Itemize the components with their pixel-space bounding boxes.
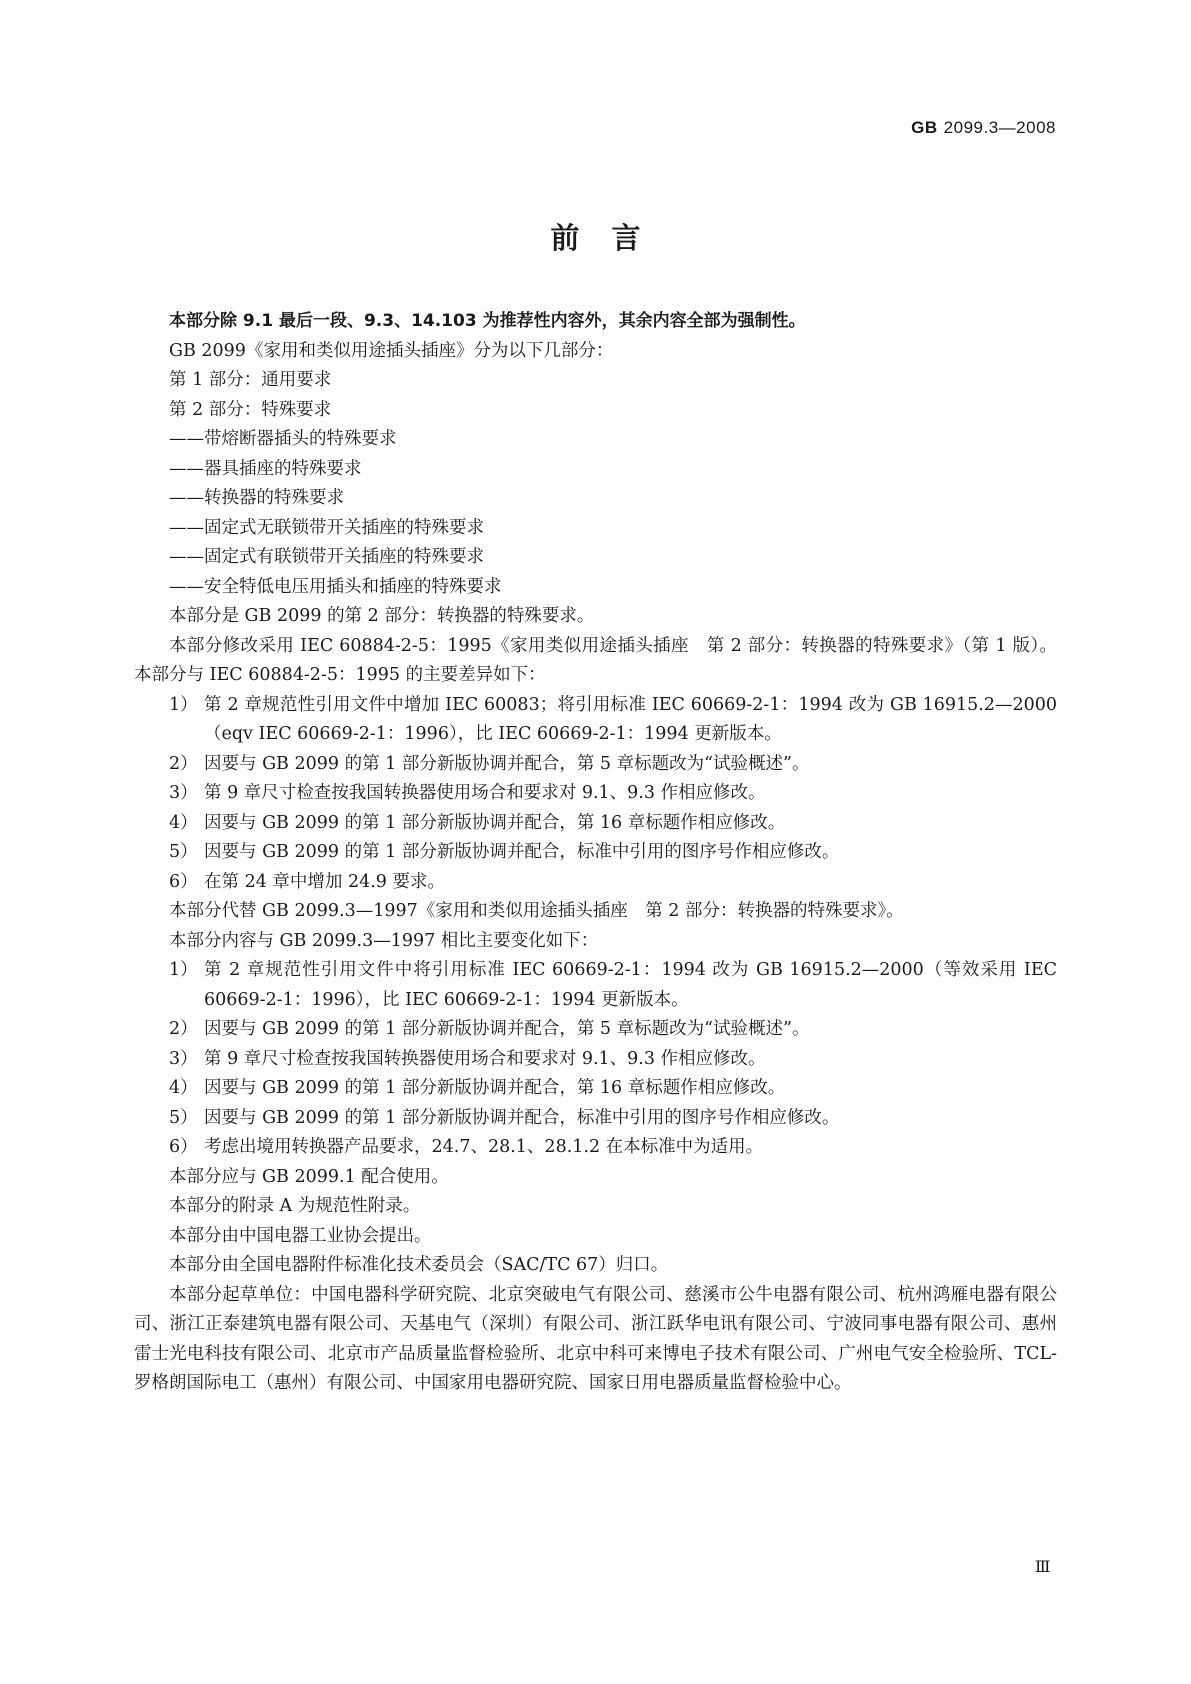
change-item: [134, 1045, 1057, 1075]
standard-prefix: GB: [911, 118, 938, 137]
list-text: 因要与 GB 2099 的第 1 部分新版协调并配合，第 16 章标题作相应修改。: [204, 1078, 786, 1098]
list-number: 3）: [169, 783, 198, 803]
difference-item: [134, 691, 1057, 750]
change-item: [134, 1104, 1057, 1134]
subpart-item: ——安全特低电压用插头和插座的特殊要求: [169, 576, 502, 597]
list-number: 1）: [169, 694, 198, 715]
list-number: 6）: [169, 871, 198, 892]
list-text: 考虑出境用转换器产品要求，24.7、28.1、28.1.2 在本标准中为适用。: [204, 1137, 764, 1157]
subpart-item: ——带熔断器插头的特殊要求: [169, 429, 397, 449]
list-text: 因要与 GB 2099 的第 1 部分新版协调并配合，第 5 章标题改为“试验概述”。: [204, 1019, 810, 1039]
standard-code: [911, 118, 1056, 138]
list-number: 4）: [169, 1078, 198, 1098]
list-number: 6）: [169, 1137, 198, 1157]
change-item: [134, 1074, 1057, 1104]
centralized-by-statement: 本部分由全国电器附件标准化技术委员会（SAC/TC 67）归口。: [169, 1255, 669, 1275]
list-text: 第 2 章规范性引用文件中将引用标准 IEC 60669-2-1：1994 改为 GB 16915.2—2000（等效采用 IEC 60669-2-1：1996），比 IEC 60669-2-1：1994 更新版本。: [204, 960, 1057, 1010]
difference-item: [134, 809, 1057, 839]
change-item: [134, 956, 1057, 1015]
subpart-item: ——转换器的特殊要求: [169, 488, 344, 508]
change-item: [134, 1015, 1057, 1045]
list-text: 第 9 章尺寸检查按我国转换器使用场合和要求对 9.1、9.3 作相应修改。: [204, 783, 766, 803]
standard-number: 2099.3—2008: [943, 118, 1056, 137]
use-with-statement: 本部分应与 GB 2099.1 配合使用。: [169, 1166, 449, 1187]
list-number: 2）: [169, 753, 198, 774]
change-item: [134, 1133, 1057, 1163]
list-text: 第 9 章尺寸检查按我国转换器使用场合和要求对 9.1、9.3 作相应修改。: [204, 1048, 766, 1069]
difference-item: [134, 750, 1057, 780]
list-number: 5）: [169, 1107, 198, 1128]
list-text: 第 2 章规范性引用文件中增加 IEC 60083；将引用标准 IEC 60669-2-1：1994 改为 GB 16915.2—2000（eqv IEC 60669-2-1：1996），比 IEC 60669-2-1：1994 更新版本。: [204, 694, 1057, 744]
replaces-statement: 本部分代替 GB 2099.3—1997《家用和类似用途插头插座 第 2 部分：转换器的特殊要求》。: [169, 901, 904, 921]
list-text: 因要与 GB 2099 的第 1 部分新版协调并配合，第 5 章标题改为“试验概述”。: [204, 753, 810, 774]
list-text: 因要与 GB 2099 的第 1 部分新版协调并配合，第 16 章标题作相应修改。: [204, 812, 786, 833]
changes-intro: 本部分内容与 GB 2099.3—1997 相比主要变化如下：: [169, 930, 599, 951]
list-text: 因要与 GB 2099 的第 1 部分新版协调并配合，标准中引用的图序号作相应修改。: [204, 842, 840, 862]
list-number: 5）: [169, 842, 198, 862]
proposed-by-statement: 本部分由中国电器工业协会提出。: [169, 1225, 432, 1246]
part-1: 第 1 部分：通用要求: [169, 370, 332, 390]
subpart-item: ——固定式有联锁带开关插座的特殊要求: [169, 547, 484, 567]
subpart-item: ——固定式无联锁带开关插座的特殊要求: [169, 517, 484, 538]
difference-item: [134, 779, 1057, 809]
list-text: 在第 24 章中增加 24.9 要求。: [204, 871, 445, 892]
difference-item: [134, 838, 1057, 868]
list-number: 3）: [169, 1048, 198, 1069]
foreword-body: [134, 307, 1057, 1399]
difference-item: [134, 868, 1057, 898]
list-number: 4）: [169, 812, 198, 833]
series-intro: GB 2099《家用和类似用途插头插座》分为以下几部分：: [169, 340, 614, 361]
list-number: 2）: [169, 1019, 198, 1039]
page-title: 前言: [550, 221, 673, 255]
page-number: Ⅲ: [1035, 1557, 1050, 1576]
mandatory-statement: 本部分除 9.1 最后一段、9.3、14.103 为推荐性内容外，其余内容全部为强制性。: [169, 311, 806, 331]
part-2: 第 2 部分：特殊要求: [169, 399, 332, 420]
adoption-statement: 本部分修改采用 IEC 60884-2-5：1995《家用类似用途插头插座 第 2 部分：转换器的特殊要求》（第 1 版）。本部分与 IEC 60884-2-5：1995 的主要差异如下：: [134, 635, 1057, 685]
this-part-statement: 本部分是 GB 2099 的第 2 部分：转换器的特殊要求。: [169, 606, 595, 626]
list-number: 1）: [169, 960, 198, 980]
list-text: 因要与 GB 2099 的第 1 部分新版协调并配合，标准中引用的图序号作相应修改。: [204, 1107, 840, 1128]
annex-statement: 本部分的附录 A 为规范性附录。: [169, 1196, 421, 1216]
subpart-item: ——器具插座的特殊要求: [169, 458, 362, 479]
drafters-statement: 本部分起草单位：中国电器科学研究院、北京突破电气有限公司、慈溪市公牛电器有限公司、杭州鸿雁电器有限公司、浙江正泰建筑电器有限公司、天基电气（深圳）有限公司、浙江跃华电讯有限公司、宁波同事电器有限公司、惠州雷士光电科技有限公司、北京市产品质量监督检验所、北京中科可来博电子技术有限公司、广州电气安全检验所、TCL-罗格朗国际电工（惠州）有限公司、中国家用电器研究院、国家日用电器质量监督检验中心。: [134, 1284, 1057, 1393]
